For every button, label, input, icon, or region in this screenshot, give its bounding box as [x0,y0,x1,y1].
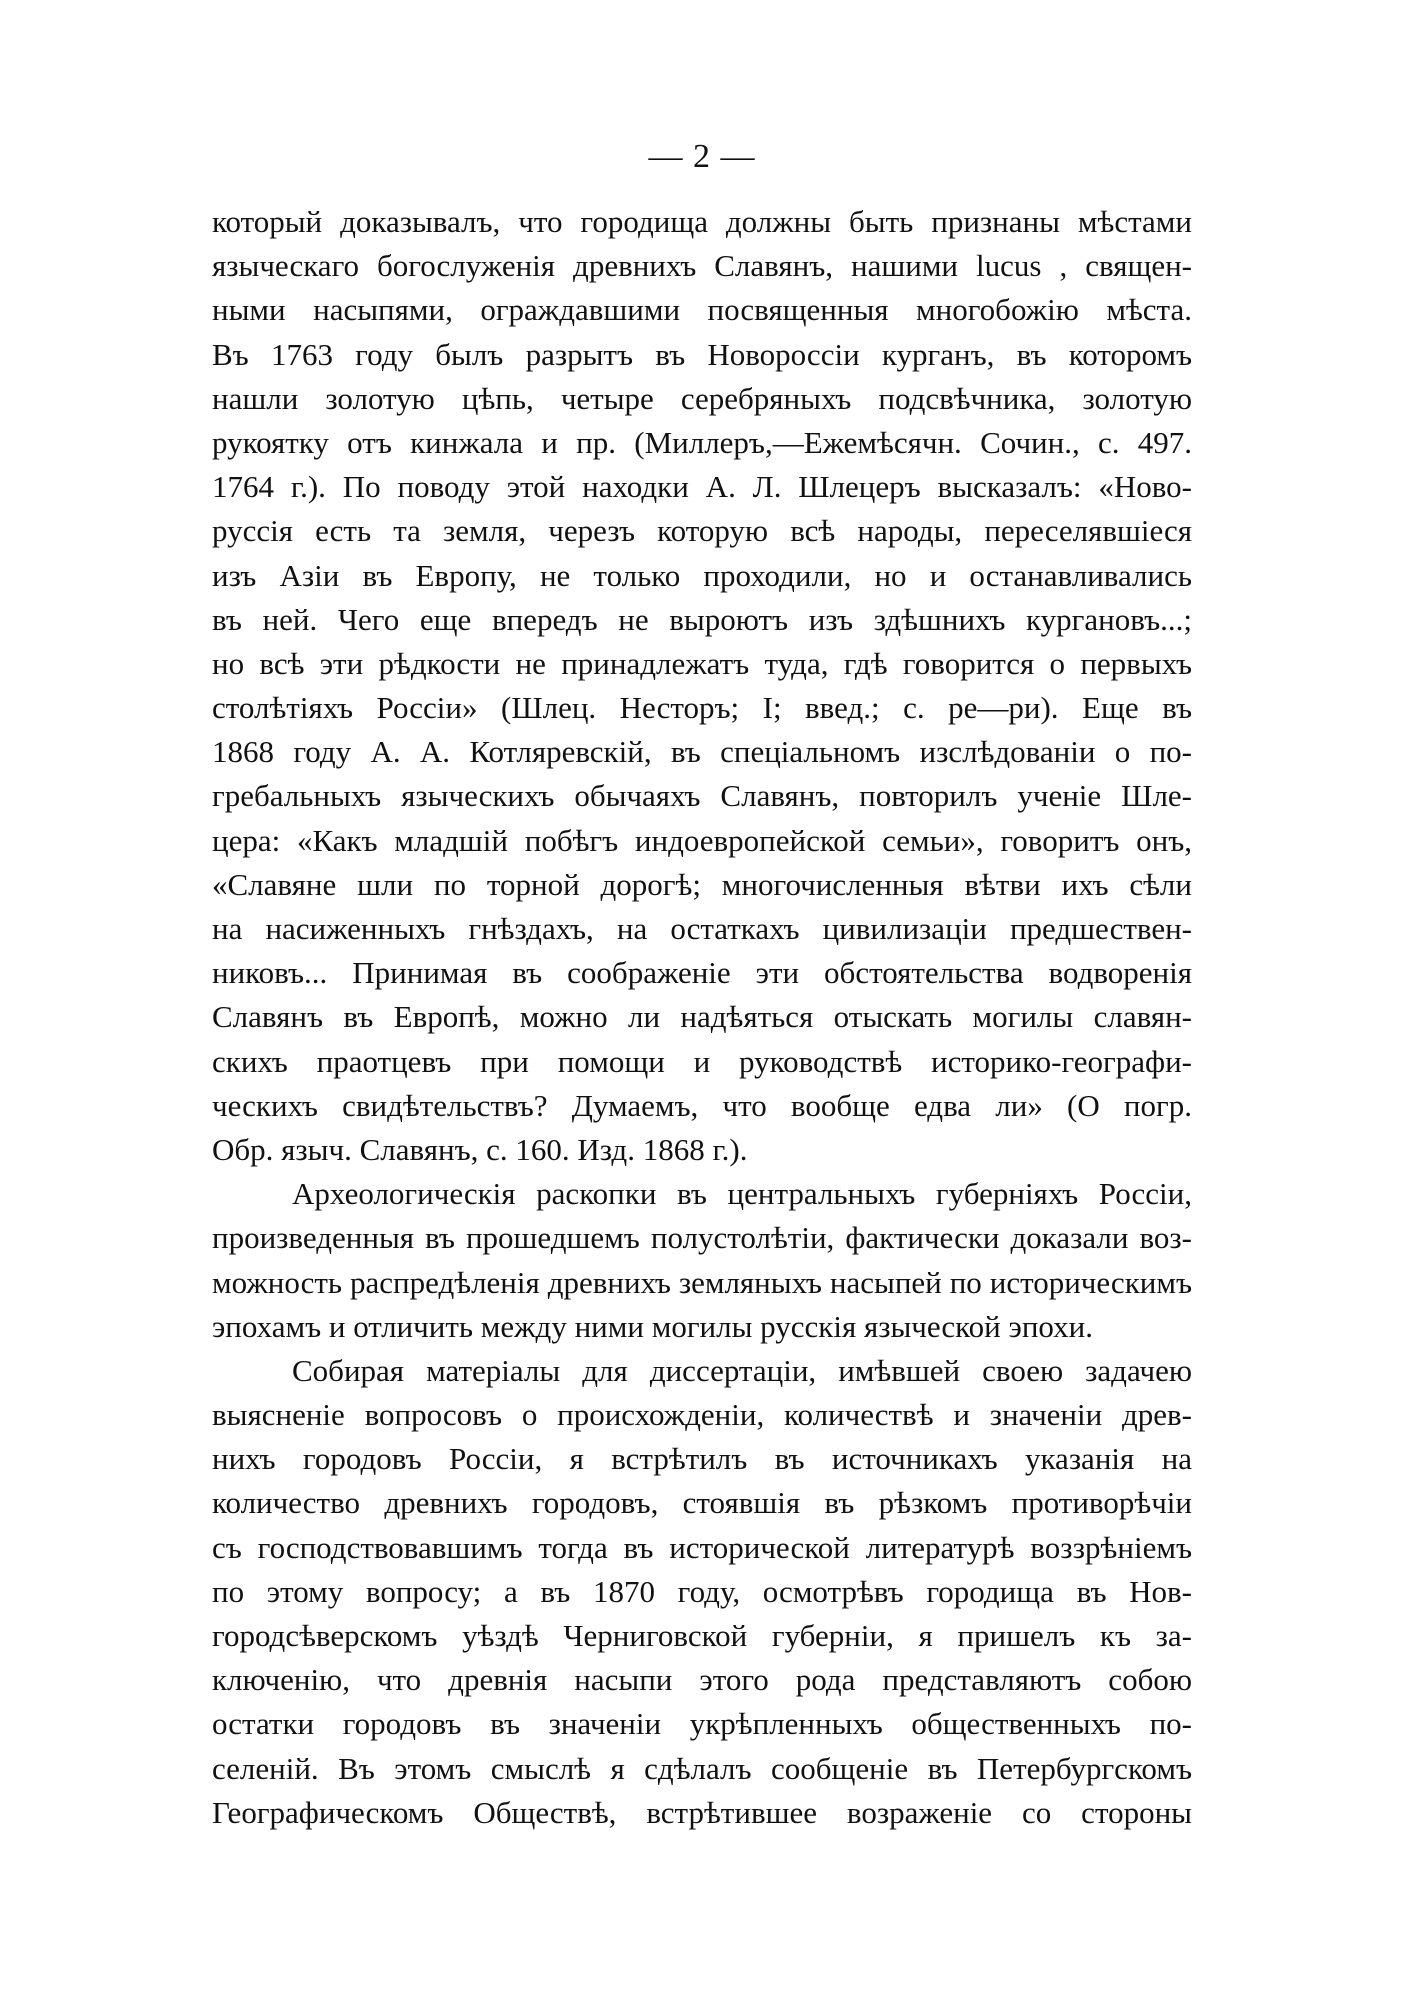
text-line: на насиженныхъ гнѣздахъ, на остаткахъ цивилизаціи предшествен- [212,911,1192,946]
text-line: 1764 г.). По поводу этой находки А. Л. Шлецеръ высказалъ: «Ново- [212,469,1192,505]
text-line: цера: «Какъ младшій побѣгъ индоевропейской семьи», говоритъ онъ, [212,822,1192,858]
text-line: остатки городовъ въ значеніи укрѣпленныхъ общественныхъ по- [212,1706,1192,1742]
text-line: языческаго богослуженія древнихъ Славянъ, нашими lucus , священ- [212,248,1192,284]
text-line: Археологическія раскопки въ центральныхъ губерніяхъ Россіи, [292,1176,1192,1212]
text-line: столѣтіяхъ Россіи» (Шлец. Несторъ; I; введ.; с. ре—ри). Еще въ [212,690,1192,726]
text-line: селеній. Въ этомъ смыслѣ я сдѣлалъ сообщеніе въ Петербургскомъ [212,1750,1192,1786]
text-line: нихъ городовъ Россіи, я встрѣтилъ въ источникахъ указанія на [212,1441,1192,1477]
text-line: который доказывалъ, что городища должны быть признаны мѣстами [212,204,1192,239]
text-line: можность распредѣленія древнихъ земляныхъ насыпей по историческимъ [212,1264,1192,1300]
text-line: Славянъ въ Европѣ, можно ли надѣяться отыскать могилы славян- [212,999,1192,1035]
text-line: изъ Азіи въ Европу, не только проходили, но и останавливались [212,557,1192,593]
text-line: произведенныя въ прошедшемъ полустолѣтіи, фактически доказали воз- [212,1220,1192,1256]
text-line: количество древнихъ городовъ, стоявшія въ рѣзкомъ противорѣчіи [212,1485,1192,1521]
text-line: скихъ праотцевъ при помощи и руководствѣ историко-географи- [212,1043,1192,1079]
text-line: никовъ... Принимая въ соображеніе эти обстоятельства водворенія [212,955,1192,991]
text-line: гребальныхъ языческихъ обычаяхъ Славянъ, повторилъ ученіе Шле- [212,778,1192,814]
text-line: 1868 году А. А. Котляревскій, въ спеціальномъ изслѣдованіи о по- [212,734,1192,770]
text-line: ческихъ свидѣтельствъ? Думаемъ, что вообще едва ли» (О погр. [212,1087,1192,1123]
page-number: — 2 — [648,138,756,175]
text-line: Въ 1763 году былъ разрытъ въ Новороссіи курганъ, въ которомъ [212,336,1192,372]
text-line: ключенію, что древнія насыпи этого рода представляютъ собою [212,1662,1192,1698]
text-line: Собирая матеріалы для диссертаціи, имѣвшей своею задачею [292,1352,1192,1388]
text-line: руссія есть та земля, черезъ которую всѣ народы, переселявшіеся [212,513,1192,549]
text-line: съ господствовавшимъ тогда въ исторической литературѣ воззрѣніемъ [212,1529,1192,1565]
text-line: въ ней. Чего еще впередъ не выроютъ изъ здѣшнихъ кургановъ...; [212,601,1192,637]
text-line: ными насыпями, ограждавшими посвященныя многобожію мѣста. [212,292,1192,328]
text-line: Обр. языч. Славянъ, с. 160. Изд. 1868 г.). [212,1131,748,1167]
text-line: рукоятку отъ кинжала и пр. (Миллеръ,—Ежемѣсячн. Сочин., с. 497. [212,424,1192,460]
text-line: «Славяне шли по торной дорогѣ; многочисленныя вѣтви ихъ сѣли [212,866,1192,902]
text-line: Географическомъ Обществѣ, встрѣтившее возраженіе со стороны [212,1794,1192,1830]
text-line: по этому вопросу; а въ 1870 году, осмотрѣвъ городища въ Нов- [212,1573,1192,1609]
text-line: нашли золотую цѣпь, четыре серебряныхъ подсвѣчника, золотую [212,380,1192,416]
text-line: но всѣ эти рѣдкости не принадлежатъ туда, гдѣ говорится о первыхъ [212,645,1192,681]
text-line: городсѣверскомъ уѣздѣ Черниговской губерніи, я пришелъ къ за- [212,1618,1192,1653]
body-text [212,200,1192,1835]
text-line: эпохамъ и отличить между ними могилы русскія языческой эпохи. [212,1308,1093,1344]
text-line: выясненіе вопросовъ о происхожденіи, количествѣ и значеніи древ- [212,1397,1192,1433]
